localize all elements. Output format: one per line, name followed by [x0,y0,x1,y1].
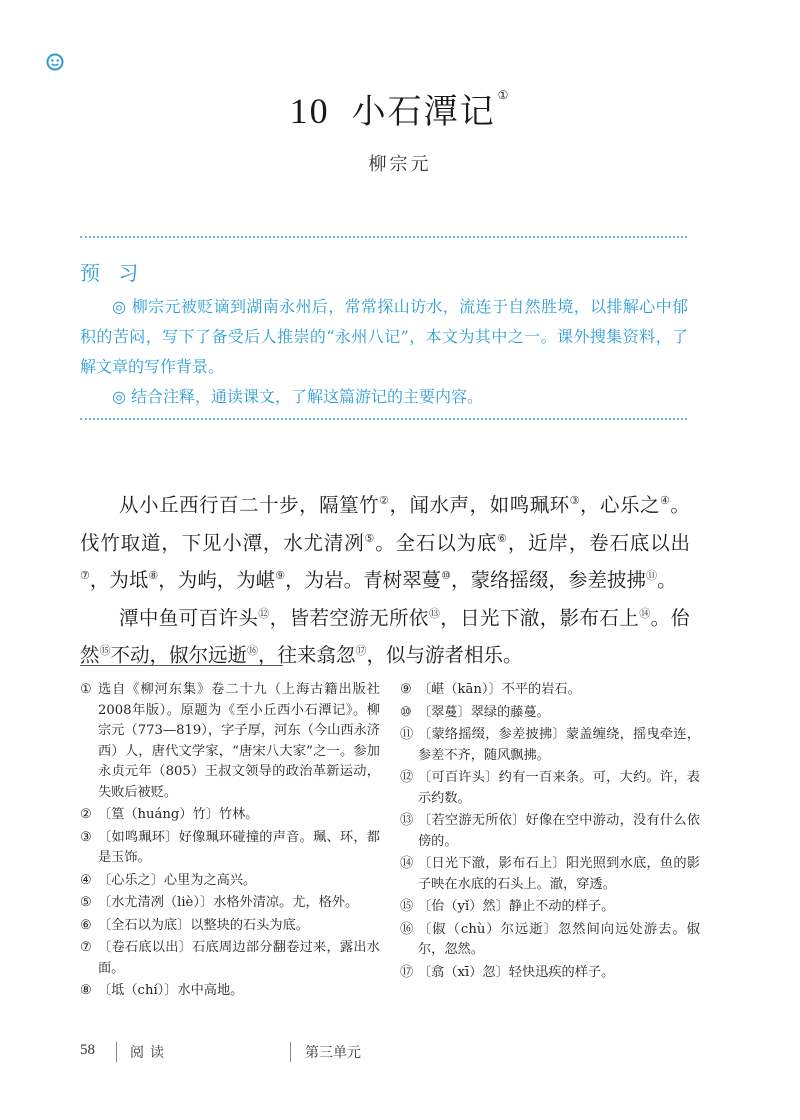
lesson-number: 10 [289,91,330,131]
footnote-text: 〔全石以为底〕以整块的石头为底。 [98,917,309,933]
footnotes-left [80,680,380,1004]
text-segment: 。伐竹取道，下见小潭，水尤清冽 [80,493,690,554]
footnote-text: 〔嵁（kān）〕不平的岩石。 [418,682,581,697]
footnote-text: 〔可百许头〕约有一百来条。可，大约。许，表示约数。 [418,770,700,806]
title-note-mark: ① [497,88,511,102]
footer-divider [116,1042,117,1062]
footnote [400,963,700,984]
footnote-text: 〔心乐之〕心里为之高兴。 [98,872,257,888]
footnote-number: ⑫ [400,770,414,785]
footnote-number: ⑯ [400,921,414,937]
footnote-text: 〔俶（chù）尔远逝〕忽然间向远处游去。俶尔，忽然。 [418,921,700,957]
footnote-number: ⑨ [400,682,412,697]
lesson-title-text: 小石潭记 [351,92,496,132]
preview-item-2: ◎ 结合注释，通读课文，了解这篇游记的主要内容。 [112,387,484,406]
footnote-text: 选自《柳河东集》卷二十九（上海古籍出版社2008年版）。原题为《至小丘西小石潭记》。柳宗元（773—819），字子厚，河东（今山西永济西）人，唐代文学家，“唐宋八大家”之一。参加永贞元年（805）王叔文领导的政治革新运动，失败后被贬。 [98,682,380,800]
footnote-number: ⑩ [400,704,412,720]
preview-bottom-divider [80,418,687,420]
footnote-number: ⑦ [80,940,92,955]
text-segment: ，往来翕忽 [258,643,356,667]
paragraph-1 [80,484,690,597]
footnote [80,916,380,937]
footer-divider [290,1042,291,1062]
footnote-number: ⑧ [80,983,92,998]
footnote [80,871,380,892]
footnote [400,725,700,766]
footnote-number: ⑪ [400,727,414,742]
text-segment: 潭中鱼可百许头 [119,606,259,629]
footnote [400,897,700,918]
text-segment: 。全石以为底 [375,531,498,554]
footnote [400,854,700,895]
lesson-title [0,84,800,133]
note-marker: ⑨ [275,569,286,582]
footnote [80,938,380,979]
preview-heading: 预 习 [80,261,145,285]
preview-box [80,258,688,412]
text-segment: ，为屿，为嵁 [158,568,276,592]
page-footer [0,1040,800,1064]
footnote [400,703,700,724]
footnote-number: ⑰ [400,964,414,980]
note-marker: ⑧ [148,569,159,582]
note-marker: ④ [660,494,671,507]
text-segment: 不动，俶尔远逝 [110,643,248,667]
footnote-text: 〔翕（xī）忽〕轻快迅疾的样子。 [418,964,615,980]
main-text [80,484,690,672]
text-segment: 。 [657,568,677,592]
text-segment: ，皆若空游无所依 [269,606,429,629]
footnote-text: 〔水尤清冽（liè）〕水格外清凉。尤，格外。 [98,895,359,910]
footnote-number: ⑥ [80,917,92,933]
footnote-text: 〔如鸣珮环〕好像珮环碰撞的声音。珮、环，都是玉饰。 [98,829,380,865]
paragraph-2 [80,597,690,672]
note-marker: ⑩ [441,569,452,582]
footnote [80,828,380,869]
footnote-number: ② [80,807,92,822]
footnote-number: ⑭ [400,856,414,871]
note-marker: ② [379,494,390,507]
note-marker: ⑰ [355,644,367,657]
text-segment: ，日光下澈，影布石上 [440,606,640,629]
footnote-text: 〔蒙络摇缀，参差披拂〕蒙盖缠绕，摇曳牵连，参差不齐，随风飘拂。 [418,727,700,763]
footnote-number: ① [80,682,92,697]
text-segment: ，为岩。青树翠蔓 [285,568,442,592]
note-marker: ⑦ [80,569,90,582]
footnote [400,920,700,961]
text-segment: ，心乐之 [580,493,661,517]
text-segment: 从小丘西行百二十步，隔篁竹 [119,493,380,517]
note-marker: ③ [569,494,580,507]
page-number: 58 [80,1042,95,1058]
text-segment: ，似与游者相乐。 [366,643,523,667]
footnote-number: ④ [80,872,92,888]
footnote-number: ③ [80,829,92,845]
note-marker: ⑫ [258,606,270,620]
footnote [400,768,700,809]
footnote [400,680,700,701]
footnotes-right [400,680,700,985]
text-segment: ，近岸，卷石底以出 [507,531,690,554]
preview-item-1: ◎ 柳宗元被贬谪到湖南永州后，常常探山访水，流连于自然胜境，以排解心中郁积的苦闷，写下了备受后人推崇的“永州八记”，本文为其中之一。课外搜集资料，了解文章的写作背景。 [80,297,688,376]
footnote-text: 〔卷石底以出〕石底周边部分翻卷过来，露出水面。 [98,940,380,976]
footnote-text: 〔日光下澈，影布石上〕阳光照到水底，鱼的影子映在水底的石头上。澈，穿透。 [418,856,700,892]
footnote [80,680,380,803]
footnote-text: 〔佁（yǐ）然〕静止不动的样子。 [418,899,615,914]
note-marker: ⑬ [428,606,441,620]
footnote-text: 〔翠蔓〕翠绿的藤蔓。 [418,704,550,720]
note-marker: ⑤ [364,531,376,545]
text-segment: ，为坻 [89,568,149,592]
text-segment: 。佁然 [80,606,690,667]
footnote-text: 〔坻（chí）〕水中高地。 [98,983,244,998]
note-marker: ⑭ [639,606,651,620]
footnote-text: 〔篁（huáng）竹〕竹林。 [98,807,259,822]
footnote-rule [80,665,283,666]
footnote [80,805,380,826]
footnote [80,893,380,914]
footnote-text: 〔若空游无所依〕好像在空中游动，没有什么依傍的。 [418,813,700,849]
note-marker: ⑯ [247,644,259,657]
text-segment: ，蒙络摇缀，参差披拂 [451,568,647,592]
author: 柳宗元 [368,154,432,175]
text-segment: ，闻水声，如鸣珮环 [389,493,570,517]
footnote-number: ⑬ [400,813,414,828]
preview-top-divider [80,236,687,238]
section-name: 阅读 [130,1045,170,1061]
note-marker: ⑪ [646,569,658,582]
unit-name: 第三单元 [305,1045,361,1061]
footnote [80,981,380,1002]
note-marker: ⑮ [99,644,111,657]
smiley-icon [46,53,64,71]
footnote-number: ⑮ [400,899,414,914]
footnote-number: ⑤ [80,895,92,910]
note-marker: ⑥ [497,531,508,545]
footnote [400,811,700,852]
